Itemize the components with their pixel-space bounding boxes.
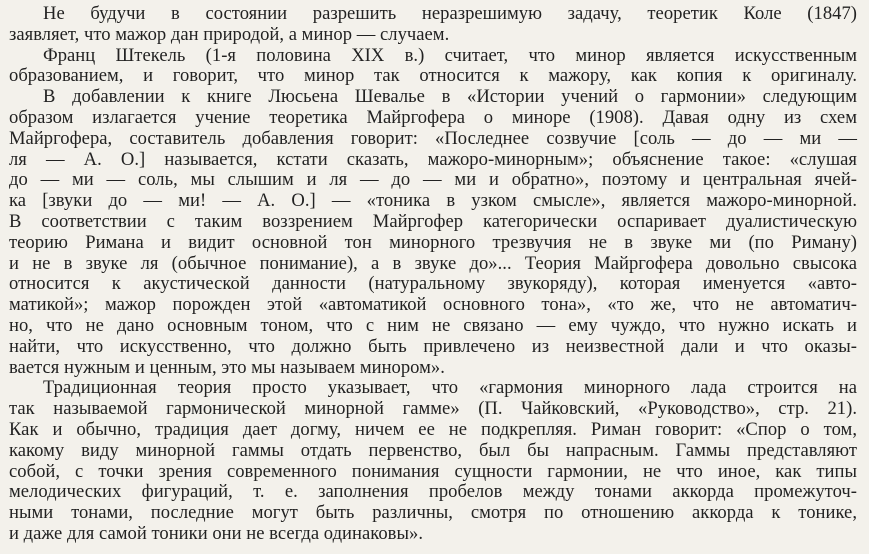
text-line: какому виду минорной гаммы отдать первенство, был бы напрасным. Гаммы представляют	[9, 439, 857, 461]
text-line: теорию Римана и видит основной тон минорного трезвучия не в звуке ми (по Риману)	[9, 231, 857, 253]
text-line: заявляет, что мажор дан природой, а минор — случаем.	[9, 23, 450, 45]
text-line: Не будучи в состоянии разрешить неразрешимую задачу, теоретик Коле (1847)	[43, 3, 857, 24]
text-line: Франц Штекель (1-я половина XIX в.) считает, что минор является искусственным	[43, 44, 857, 66]
text-line: Традиционная теория просто указывает, что «гармония минорного лада строится на	[43, 377, 857, 399]
text-line: В добавлении к книге Люсьена Шевалье в «Истории учений о гармонии» следующим	[43, 86, 857, 108]
text-line: В соответствии с таким воззрением Майргофер категорически оспаривает дуалистическую	[9, 210, 857, 232]
text-line: ка [звуки до — ми! — А. О.] — «тоника в узком смысле», является мажоро-минорной.	[9, 190, 857, 212]
text-line: мелодических фигураций, т. е. заполнения пробелов между тонами аккорда промежуточ-	[9, 481, 857, 503]
text-line: и даже для самой тоники они не всегда одинаковы».	[9, 522, 423, 544]
text-line: но, что не дано основным тоном, что с ним не связано — ему чуждо, что нужно искать и	[9, 314, 857, 336]
paragraph-tradition	[9, 378, 857, 544]
text-line: матикой»; мажор порожден этой «автоматикой основного тона», «то же, что не автоматич-	[9, 294, 857, 316]
text-line: относится к акустической данности (натуральному звукоряду), которая именуется «авто-	[9, 273, 857, 295]
text-line: Как и обычно, традиция дает догму, ничем ее не подкрепляя. Риман говорит: «Спор о том,	[9, 418, 857, 440]
text-line: ля — А. О.] называется, кстати сказать, мажоро-минорным»; объяснение такое: «слушая	[9, 148, 857, 170]
text-line: и не в звуке ля (обычное понимание), а в звуке до»... Теория Майргофера довольно свысока	[9, 252, 857, 274]
text-line: до — ми — соль, мы слышим и ля — до — ми и обратно», поэтому и центральная ячей-	[9, 169, 857, 191]
text-line: Майргофера, составитель добавления говорит: «Последнее созвучие [соль — до — ми —	[9, 127, 857, 149]
text-line: образованием, и говорит, что минор так относится к мажору, как копия к оригиналу.	[9, 65, 857, 87]
text-line: образом излагается учение теоретика Майргофера о миноре (1908). Давая одну из схем	[9, 106, 857, 128]
paragraph-kolle	[9, 4, 857, 46]
text-line: собой, с точки зрения современного понимания сущности гармонии, не что иное, как типы	[9, 460, 857, 482]
text-line: найти, что искусственно, что должно быть привлечено из неизвестной дали и что оказы-	[9, 335, 857, 357]
text-line: так называемой гармонической минорной гамме» (П. Чайковский, «Руководство», стр. 21).	[9, 398, 857, 420]
paragraph-shtekel	[9, 46, 857, 88]
text-line: вается нужным и ценным, это мы называем минором».	[9, 356, 445, 378]
paragraph-mayrhofer	[9, 87, 857, 378]
text-line: ными тонами, последние могут быть различны, смотря по отношению аккорда к тонике,	[9, 502, 857, 524]
